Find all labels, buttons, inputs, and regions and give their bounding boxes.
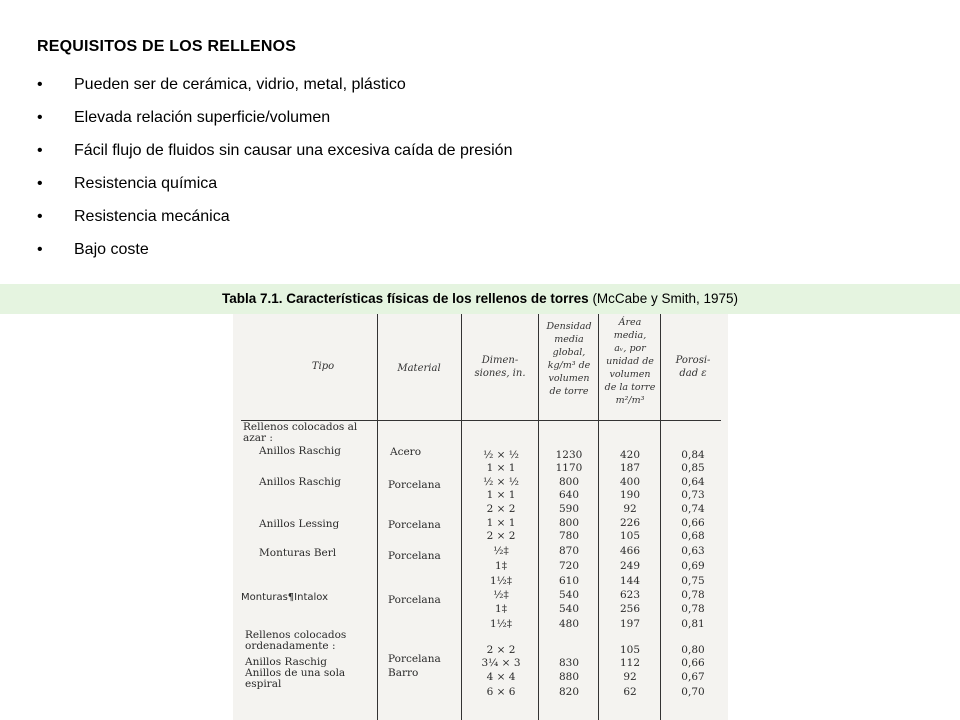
bullet-item [37,202,512,235]
porosity-cell: 0,66 [681,657,705,669]
bullet-dot: • [37,175,43,192]
type-label: Anillos de una sola espiral [245,667,346,690]
porosity-cell: 0,66 [681,517,705,529]
dimension-cell: 6 × 6 [486,686,516,698]
bullet-text: Fácil flujo de fluidos sin causar una excesiva caída de presión [74,142,513,159]
density-cell: 870 [558,545,580,557]
density-cell: 830 [558,657,580,669]
material-cell: Porcelana [388,594,441,606]
density-cell: 640 [558,489,580,501]
area-cell: 105 [619,644,641,656]
density-cell: 1230 [555,449,583,461]
group-ordered: Rellenos colocados ordenadamente : [245,629,347,652]
dimension-cell: 1 × 1 [486,462,516,474]
density-cell: 590 [558,503,580,515]
area-cell: 187 [619,462,641,474]
area-cell: 144 [619,575,641,587]
type-label: Anillos Raschig [245,656,327,668]
header-porosidad: Porosi- dad ε [675,355,711,379]
porosity-cell: 0,85 [681,462,705,474]
header-densidad: Densidad media global, kg/m³ de volumen de torre [546,321,592,397]
type-label: Monturas Berl [259,547,337,559]
material-cell: Barro [388,667,419,679]
table-caption [0,291,960,306]
bullet-item [37,235,512,268]
porosity-cell: 0,73 [681,489,705,501]
area-cell: 190 [619,489,641,501]
type-label: Anillos Raschig [259,445,341,457]
dimension-cell: 4 × 4 [486,671,516,683]
material-cell: Porcelana [388,519,441,531]
bullet-text: Elevada relación superficie/volumen [74,109,331,126]
area-cell: 62 [623,686,637,698]
area-cell: 256 [619,603,641,615]
material-cell: Porcelana [388,550,441,562]
dimension-cell: ½‡ [493,589,509,601]
dimension-cell: 2 × 2 [486,530,516,542]
area-cell: 112 [619,657,641,669]
density-cell: 540 [558,589,580,601]
area-cell: 249 [619,560,641,572]
group-random: Rellenos colocados al azar : [243,421,358,444]
area-cell: 226 [619,517,641,529]
bullet-item [37,103,512,136]
area-cell: 197 [619,618,641,630]
column-divider [377,314,378,720]
bullet-dot: • [37,241,43,258]
material-cell: Acero [390,446,422,458]
scanned-table [233,314,728,720]
heading: REQUISITOS DE LOS RELLENOS [37,38,297,55]
density-cell: 800 [558,476,580,488]
bullet-dot: • [37,76,43,93]
dimension-cell: 2 × 2 [486,644,516,656]
bullet-dot: • [37,208,43,225]
porosity-cell: 0,74 [681,503,705,515]
porosity-cell: 0,69 [681,560,705,572]
material-cell: Porcelana [388,479,441,491]
dimension-cell: ½‡ [493,545,509,557]
porosity-cell: 0,81 [681,618,705,630]
density-cell: 540 [558,603,580,615]
density-cell: 720 [558,560,580,572]
porosity-cell: 0,75 [681,575,705,587]
bullet-item [37,136,512,169]
dimension-cell: 1½‡ [489,575,513,587]
porosity-cell: 0,64 [681,476,705,488]
density-cell: 610 [558,575,580,587]
dimension-cell: 3¼ × 3 [481,657,521,669]
density-cell: 820 [558,686,580,698]
type-label: Anillos Raschig [259,476,341,488]
dimension-cell: 1½‡ [489,618,513,630]
bullet-text: Resistencia química [74,175,218,192]
dimension-cell: ½ × ½ [483,449,519,461]
requirements-list [37,70,512,268]
density-cell: 780 [558,530,580,542]
dimension-cell: 1 × 1 [486,489,516,501]
bullet-text: Resistencia mecánica [74,208,230,225]
material-cell: Porcelana [388,653,441,665]
porosity-cell: 0,78 [681,589,705,601]
dimension-cell: 2 × 2 [486,503,516,515]
bullet-text: Bajo coste [74,241,149,258]
porosity-cell: 0,68 [681,530,705,542]
header-area: Área media, aᵥ, por unidad de volumen de la torre m²/m³ [604,317,656,406]
density-cell: 1170 [555,462,583,474]
dimension-cell: 1 × 1 [486,517,516,529]
bullet-item [37,169,512,202]
area-cell: 92 [623,671,637,683]
bullet-text: Pueden ser de cerámica, vidrio, metal, plástico [74,76,406,93]
area-cell: 400 [619,476,641,488]
area-cell: 92 [623,503,637,515]
porosity-cell: 0,70 [681,686,705,698]
dimension-cell: 1‡ [495,560,507,572]
caption-source: (McCabe y Smith, 1975) [588,291,738,306]
header-material: Material [397,363,441,374]
bullet-dot: • [37,142,43,159]
area-cell: 105 [619,530,641,542]
porosity-cell: 0,78 [681,603,705,615]
porosity-cell: 0,80 [681,644,705,656]
caption-title: Tabla 7.1. Características físicas de los rellenos de torres [222,291,589,306]
header-dimensiones: Dimen- siones, in. [474,355,526,379]
area-cell: 466 [619,545,641,557]
porosity-cell: 0,84 [681,449,705,461]
column-divider [461,314,462,720]
area-cell: 623 [619,589,641,601]
density-cell: 480 [558,618,580,630]
bullet-item [37,70,512,103]
porosity-cell: 0,63 [681,545,705,557]
density-cell: 800 [558,517,580,529]
type-label: Monturas¶Intalox [241,592,328,603]
area-cell: 420 [619,449,641,461]
density-cell: 880 [558,671,580,683]
dimension-cell: ½ × ½ [483,476,519,488]
type-label: Anillos Lessing [259,518,340,530]
porosity-cell: 0,67 [681,671,705,683]
header-tipo: Tipo [311,361,335,372]
dimension-cell: 1‡ [495,603,507,615]
bullet-dot: • [37,109,43,126]
